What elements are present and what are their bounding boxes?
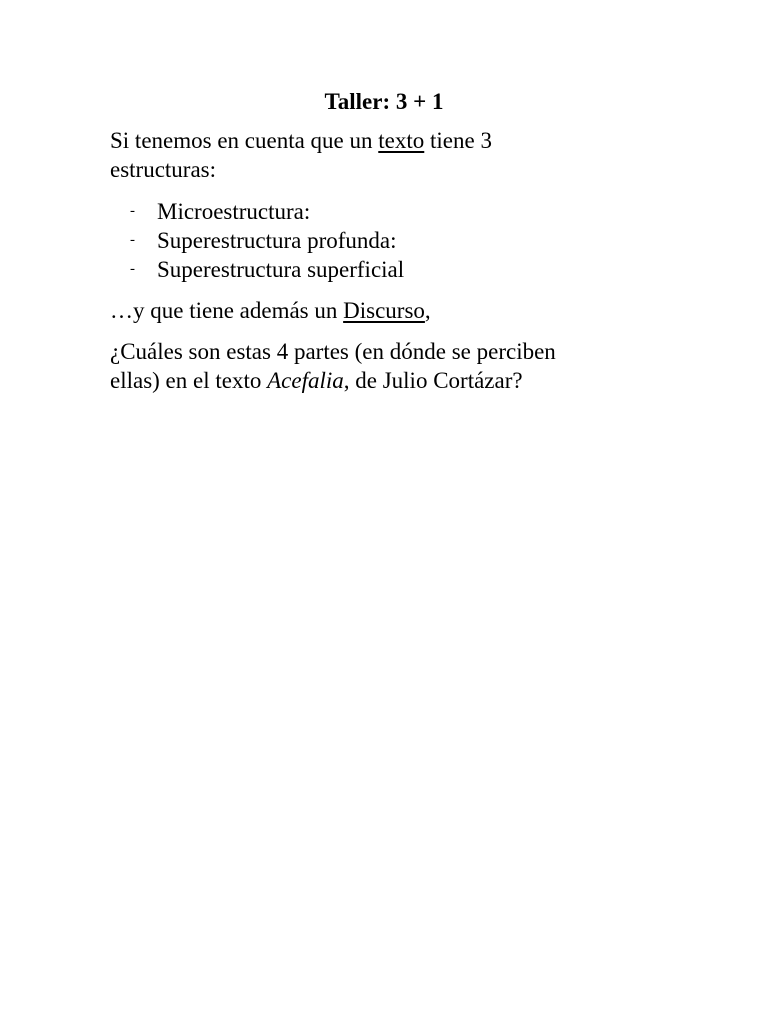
discourse-paragraph xyxy=(110,296,650,325)
dash-bullet-icon: - xyxy=(130,232,135,248)
dash-bullet-icon: - xyxy=(130,261,135,277)
list-item-label: Superestructura superficial xyxy=(157,257,405,282)
intro-text-end: tiene 3 xyxy=(424,128,492,153)
document-title: Taller: 3 + 1 xyxy=(324,89,444,114)
list-item-label: Microestructura: xyxy=(157,199,311,224)
discurso-underlined-word: Discurso xyxy=(343,298,425,323)
intro-text-start: Si tenemos en cuenta que un xyxy=(110,128,379,153)
intro-paragraph xyxy=(110,126,650,184)
intro-line-two: estructuras: xyxy=(110,157,217,182)
question-line-two-start: ellas) en el texto xyxy=(110,368,268,393)
discourse-prefix: …y que tiene además un xyxy=(110,298,344,323)
work-title-italic: Acefalia xyxy=(267,368,344,393)
question-line-two-end: , de Julio Cortázar? xyxy=(343,368,523,393)
dash-bullet-icon: - xyxy=(130,203,135,219)
list-item-label: Superestructura profunda: xyxy=(157,228,397,253)
structures-list xyxy=(110,197,404,284)
question-paragraph xyxy=(110,337,650,395)
discourse-suffix: , xyxy=(424,298,431,323)
texto-underlined-word: texto xyxy=(378,128,425,153)
question-line-one: ¿Cuáles son estas 4 partes (en dónde se perciben xyxy=(110,339,556,364)
list-item xyxy=(110,197,404,226)
list-item xyxy=(110,255,404,284)
list-item xyxy=(110,226,404,255)
